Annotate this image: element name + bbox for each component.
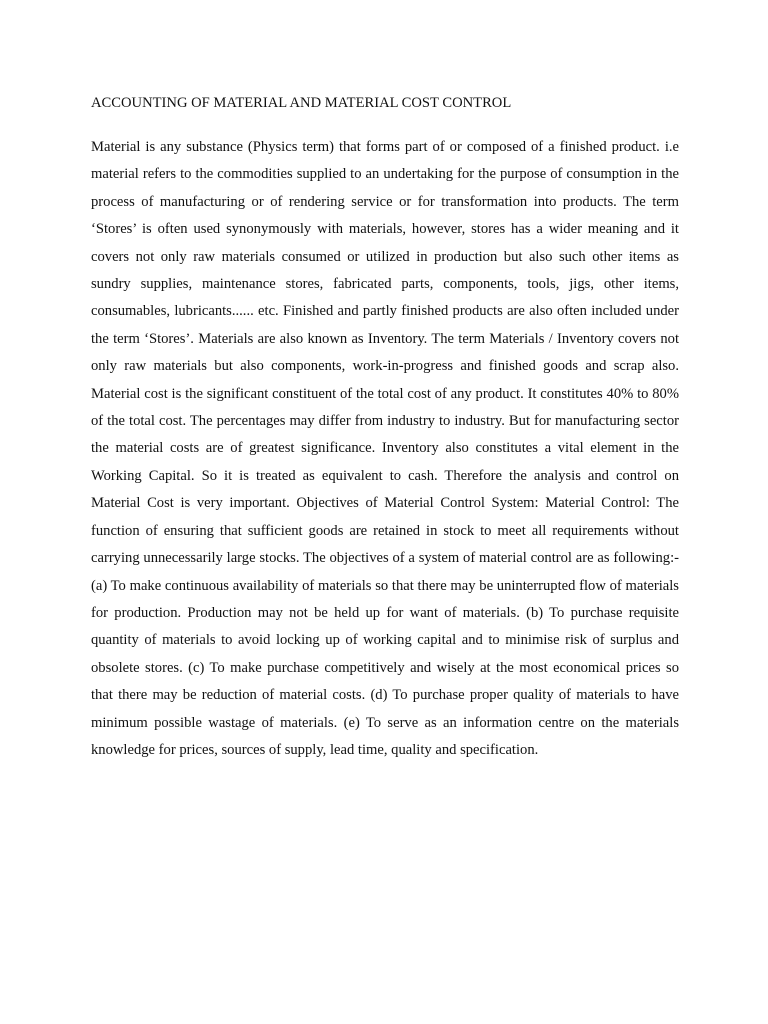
document-title: ACCOUNTING OF MATERIAL AND MATERIAL COST CONTROL: [91, 95, 512, 111]
document-body-paragraph: Material is any substance (Physics term) that forms part of or composed of a finished product. i.e material refers to the commodities supplied to an undertaking for the purpose of consumption in the process of manufacturing or of rendering service or for transformation into products. The term ‘Stores’ is often used synonymously with materials, however, stores has a wider meaning and it covers not only raw materials consumed or utilized in production but also such other items as sundry supplies, maintenance stores, fabricated parts, components, tools, jigs, other items, consumables, lubricants...... etc. Finished and partly finished products are also often included under the term ‘Stores’. Materials are also known as Inventory. The term Materials / Inventory covers not only raw materials but also components, work-in-progress and finished goods and scrap also. Material cost is the significant constituent of the total cost of any product. It constitutes 40% to 80% of the total cost. The percentages may differ from industry to industry. But for manufacturing sector the material costs are of greatest significance. Inventory also constitutes a vital element in the Working Capital. So it is treated as equivalent to cash. Therefore the analysis and control on Material Cost is very important. Objectives of Material Control System: Material Control: The function of ensuring that sufficient goods are retained in stock to meet all requirements without carrying unnecessarily large stocks. The objectives of a system of material control are as following:- (a) To make continuous availability of materials so that there may be uninterrupted flow of materials for production. Production may not be held up for want of materials. (b) To purchase requisite quantity of materials to avoid locking up of working capital and to minimise risk of surplus and obsolete stores. (c) To make purchase competitively and wisely at the most economical prices so that there may be reduction of material costs. (d) To purchase proper quality of materials to have minimum possible wastage of materials. (e) To serve as an information centre on the materials knowledge for prices, sources of supply, lead time, quality and specification.: [91, 139, 679, 758]
